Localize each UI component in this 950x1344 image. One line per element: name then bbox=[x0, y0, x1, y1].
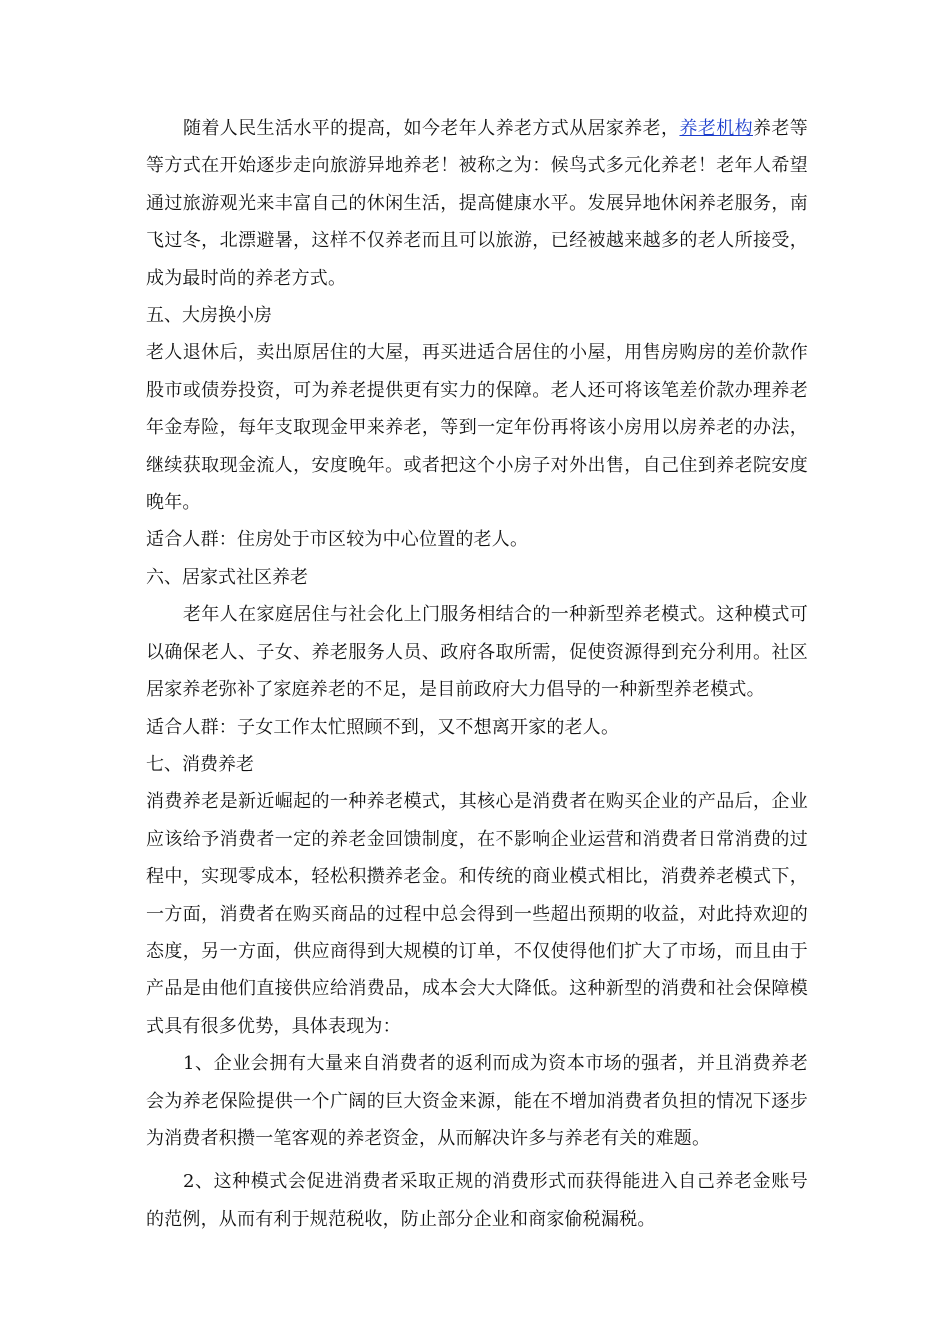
elderly-institution-link[interactable]: 养老机构 bbox=[679, 118, 754, 139]
intro-text-after-link: 养老等等方式在开始逐步走向旅游异地养老！被称之为：候鸟式多元化养老！老年人希望通过旅游观光来丰富自己的休闲生活，提高健康水平。发展异地休闲养老服务，南飞过冬，北漂避暑，这样不仅养老而且可以旅游，已经被越来越多的老人所接受，成为最时尚的养老方式。 bbox=[146, 118, 808, 289]
document-page bbox=[146, 110, 808, 1238]
section-5-body: 老人退休后，卖出原居住的大屋，再买进适合居住的小屋，用售房购房的差价款作股市或债券投资，可为养老提供更有实力的保障。老人还可将该笔差价款办理养老年金寿险，每年支取现金甲来养老，等到一定年份再将该小房用以房养老的办法，继续获取现金流人，安度晚年。或者把这个小房子对外出售，自己住到养老院安度晚年。 bbox=[146, 342, 808, 514]
section-5-suitable-group: 适合人群：住房处于市区较为中心位置的老人。 bbox=[146, 529, 529, 551]
section-7-point-1: 1、企业会拥有大量来自消费者的返利而成为资本市场的强者，并且消费养老会为养老保险提供一个广阔的巨大资金来源，能在不增加消费者负担的情况下逐步为消费者积攒一笔客观的养老资金，从而解决许多与养老有关的难题。 bbox=[146, 1053, 808, 1149]
intro-paragraph bbox=[146, 110, 808, 297]
section-6-suitable-group: 适合人群：子女工作太忙照顾不到，又不想离开家的老人。 bbox=[146, 716, 620, 738]
section-5-heading: 五、大房换小房 bbox=[146, 305, 272, 327]
section-7-heading: 七、消费养老 bbox=[146, 753, 254, 775]
section-6-body: 老年人在家庭居住与社会化上门服务相结合的一种新型养老模式。这种模式可以确保老人、子女、养老服务人员、政府各取所需，促使资源得到充分利用。社区居家养老弥补了家庭养老的不足，是目前政府大力倡导的一种新型养老模式。 bbox=[146, 604, 808, 701]
intro-text-before-link: 随着人民生活水平的提高，如今老年人养老方式从居家养老， bbox=[183, 118, 680, 139]
section-6-heading: 六、居家式社区养老 bbox=[146, 566, 308, 588]
section-7-body: 消费养老是新近崛起的一种养老模式，其核心是消费者在购买企业的产品后，企业应该给予消费者一定的养老金回馈制度，在不影响企业运营和消费者日常消费的过程中，实现零成本，轻松积攒养老金。和传统的商业模式相比，消费养老模式下，一方面，消费者在购买商品的过程中总会得到一些超出预期的收益，对此持欢迎的态度，另一方面，供应商得到大规模的订单，不仅使得他们扩大了市场，而且由于产品是由他们直接供应给消费品，成本会大大降低。这种新型的消费和社会保障模式具有很多优势，具体表现为： bbox=[146, 791, 808, 1037]
section-7-point-2: 2、这种模式会促进消费者采取正规的消费形式而获得能进入自己养老金账号的范例，从而有利于规范税收，防止部分企业和商家偷税漏税。 bbox=[146, 1171, 808, 1230]
